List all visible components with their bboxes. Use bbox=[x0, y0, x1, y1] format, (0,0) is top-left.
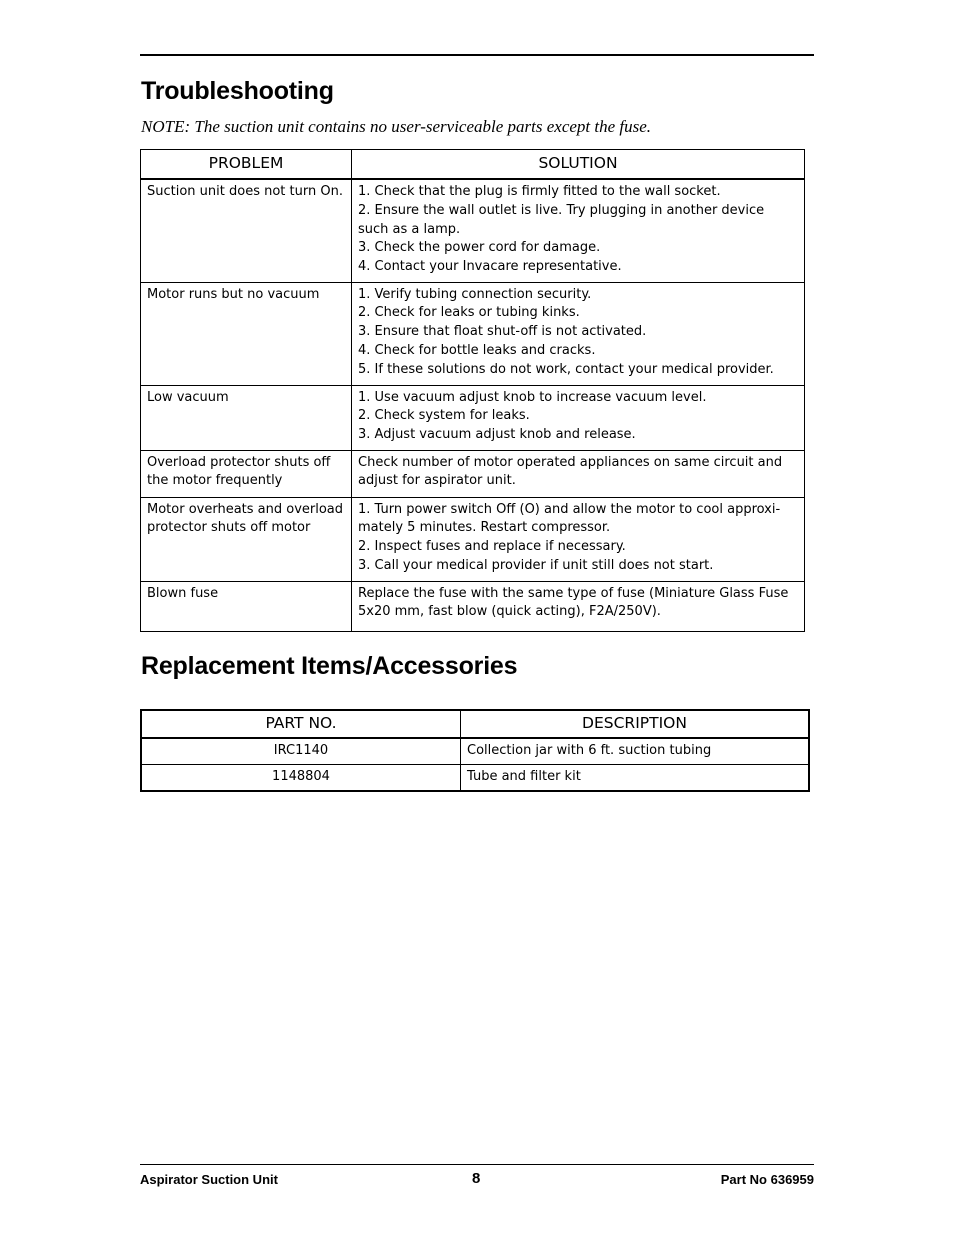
solution-cell bbox=[352, 179, 805, 282]
solution-cell bbox=[352, 282, 805, 385]
solution-cell bbox=[352, 385, 805, 450]
table-row bbox=[141, 179, 805, 282]
header-rule bbox=[140, 54, 814, 56]
solution-step: 3. Call your medical provider if unit still does not start. bbox=[358, 557, 714, 573]
solution-step: 1. Use vacuum adjust knob to increase vacuum level. bbox=[358, 389, 707, 405]
footer-part-number: Part No 636959 bbox=[720, 1172, 814, 1187]
problem-cell: Motor overheats and overload protector shuts off motor bbox=[141, 497, 352, 581]
solution-step: 3. Check the power cord for damage. bbox=[358, 240, 601, 256]
table-row bbox=[141, 765, 809, 792]
solution-step: 3. Adjust vacuum adjust knob and release. bbox=[358, 427, 636, 443]
table-row bbox=[141, 282, 805, 385]
part-number-cell: 1148804 bbox=[141, 765, 461, 792]
problem-header: PROBLEM bbox=[141, 150, 352, 180]
solution-cell bbox=[352, 450, 805, 497]
solution-cell bbox=[352, 581, 805, 631]
footer-page-number: 8 bbox=[472, 1170, 481, 1187]
solution-step: 2. Check system for leaks. bbox=[358, 408, 530, 424]
solution-step: Check number of motor operated appliances on same circuit and adjust for aspirator unit. bbox=[358, 454, 783, 489]
solution-step: Replace the fuse with the same type of fuse (Miniature Glass Fuse 5x20 mm, fast blow (quick acting), F2A/250V). bbox=[358, 585, 789, 620]
table-row bbox=[141, 738, 809, 765]
part-number-cell: IRC1140 bbox=[141, 738, 461, 765]
description-header: DESCRIPTION bbox=[461, 710, 810, 738]
replacement-table bbox=[140, 709, 810, 792]
solution-cell bbox=[352, 497, 805, 581]
table-row bbox=[141, 450, 805, 497]
description-cell: Tube and filter kit bbox=[461, 765, 810, 792]
troubleshooting-note: NOTE: The suction unit contains no user-serviceable parts except the fuse. bbox=[141, 117, 652, 136]
table-row bbox=[141, 497, 805, 581]
solution-step: 1. Turn power switch Off (O) and allow the motor to cool approxi-mately 5 minutes. Restart compressor. bbox=[358, 501, 781, 536]
part-no-header: PART NO. bbox=[141, 710, 461, 738]
table-header-row bbox=[141, 150, 805, 180]
solution-step: 5. If these solutions do not work, contact your medical provider. bbox=[358, 361, 774, 377]
problem-cell: Overload protector shuts off the motor frequently bbox=[141, 450, 352, 497]
table-header-row bbox=[141, 710, 809, 738]
solution-header: SOLUTION bbox=[352, 150, 805, 180]
problem-cell: Low vacuum bbox=[141, 385, 352, 450]
solution-step: 1. Check that the plug is firmly fitted to the wall socket. bbox=[358, 184, 721, 199]
solution-step: 4. Check for bottle leaks and cracks. bbox=[358, 342, 596, 358]
table-row bbox=[141, 581, 805, 631]
solution-step: 2. Ensure the wall outlet is live. Try plugging in another device such as a lamp. bbox=[358, 202, 765, 237]
problem-cell: Suction unit does not turn On. bbox=[141, 179, 352, 282]
solution-step: 2. Check for leaks or tubing kinks. bbox=[358, 305, 580, 321]
replacement-title: Replacement Items/Accessories bbox=[141, 652, 518, 680]
solution-step: 2. Inspect fuses and replace if necessary. bbox=[358, 539, 626, 555]
problem-cell: Motor runs but no vacuum bbox=[141, 282, 352, 385]
solution-step: 3. Ensure that float shut-off is not activated. bbox=[358, 324, 647, 340]
footer-document-title: Aspirator Suction Unit bbox=[140, 1172, 278, 1187]
footer-rule bbox=[140, 1164, 814, 1165]
solution-step: 1. Verify tubing connection security. bbox=[358, 286, 592, 302]
problem-cell: Blown fuse bbox=[141, 581, 352, 631]
solution-step: 4. Contact your Invacare representative. bbox=[358, 259, 622, 275]
description-cell: Collection jar with 6 ft. suction tubing bbox=[461, 738, 810, 765]
troubleshooting-table bbox=[140, 149, 805, 632]
troubleshooting-title: Troubleshooting bbox=[141, 77, 334, 105]
table-row bbox=[141, 385, 805, 450]
